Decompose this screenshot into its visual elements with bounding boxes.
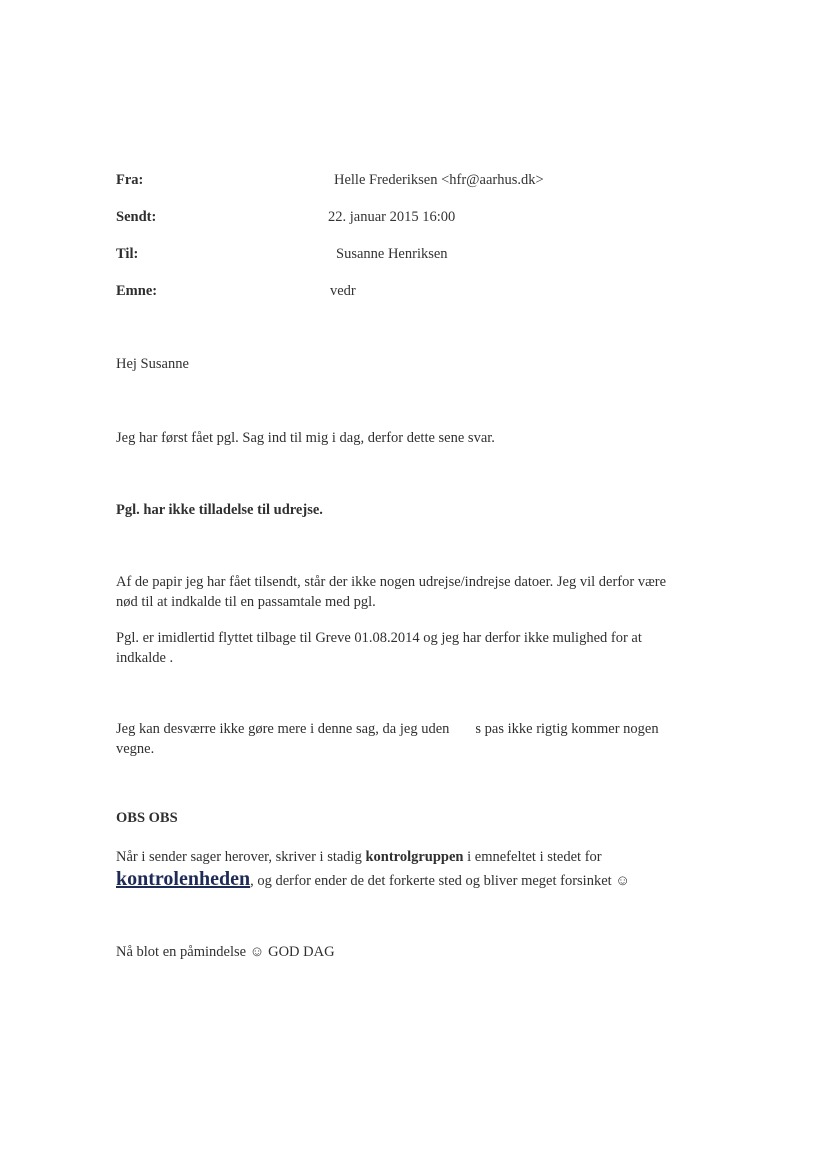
to-label: Til: [116, 246, 139, 262]
paragraph-6-line-2 [116, 869, 716, 891]
paragraph-5-line-1-b: s pas ikke rigtig kommer nogen [475, 721, 659, 737]
paragraph-3 [116, 572, 716, 612]
to-value: Susanne Henriksen [336, 246, 448, 262]
paragraph-3-line-1: Af de papir jeg har fået tilsendt, står der ikke nogen udrejse/indrejse datoer. Jeg vil derfor være [116, 574, 667, 590]
paragraph-5 [116, 719, 716, 759]
subject-value: vedr [330, 283, 356, 299]
obs-heading: OBS OBS [116, 810, 178, 826]
closing-line: Nå blot en påmindelse ☺ GOD DAG [116, 944, 335, 960]
kontrolenheden-emphasis: kontrolenheden [116, 868, 251, 890]
sent-label: Sendt: [116, 209, 157, 225]
from-label: Fra: [116, 172, 144, 188]
kontrolgruppen-bold: kontrolgruppen [365, 849, 464, 865]
greeting: Hej Susanne [116, 356, 189, 372]
header-subject-row [116, 283, 756, 305]
paragraph-5-line-1 [116, 719, 716, 739]
paragraph-3-line-2: nød til at indkalde til en passamtale med pgl. [116, 594, 376, 610]
paragraph-6 [116, 847, 716, 891]
paragraph-2-bold: Pgl. har ikke tilladelse til udrejse. [116, 502, 323, 518]
paragraph-1: Jeg har først fået pgl. Sag ind til mig i dag, derfor dette sene svar. [116, 430, 495, 446]
paragraph-4-line-2: indkalde . [116, 650, 174, 666]
from-value: Helle Frederiksen <hfr@aarhus.dk> [334, 172, 544, 188]
header-from-row [116, 172, 756, 194]
paragraph-5-line-1-a: Jeg kan desværre ikke gøre mere i denne sag, da jeg uden [116, 721, 450, 737]
paragraph-4-line-1: Pgl. er imidlertid flyttet tilbage til Greve 01.08.2014 og jeg har derfor ikke mulighed for at [116, 630, 642, 646]
paragraph-6-line-2-rest: , og derfor ender de det forkerte sted og bliver meget forsinket ☺ [250, 873, 631, 889]
sent-value: 22. januar 2015 16:00 [328, 209, 456, 225]
header-sent-row [116, 209, 756, 231]
paragraph-6-line-1-b: i emnefeltet i stedet for [463, 849, 602, 865]
paragraph-6-line-1-a: Når i sender sager herover, skriver i stadig [116, 849, 366, 865]
subject-label: Emne: [116, 283, 158, 299]
paragraph-4 [116, 628, 716, 668]
paragraph-6-line-1 [116, 847, 716, 867]
header-to-row [116, 246, 756, 268]
paragraph-5-line-2: vegne. [116, 741, 155, 757]
